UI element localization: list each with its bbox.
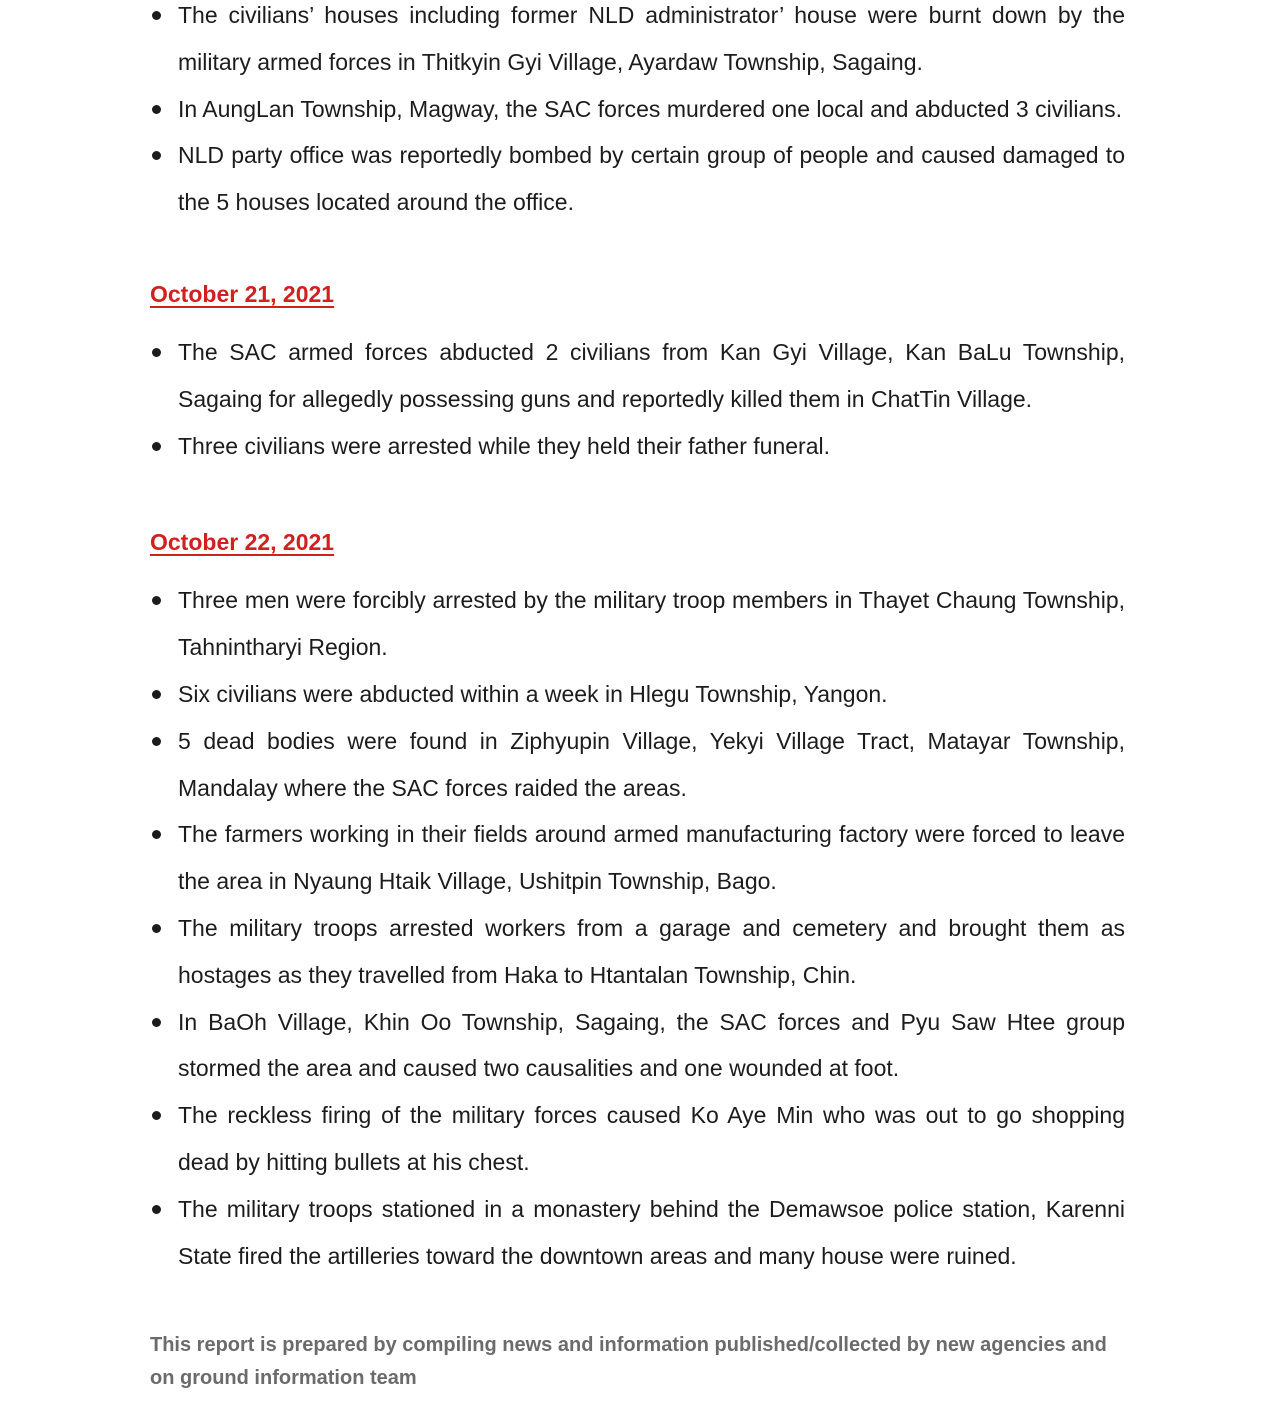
bullet-icon: [152, 596, 161, 605]
bullet-icon: [152, 442, 161, 451]
event-text: The farmers working in their fields around armed manufacturing factory were forced to leave the area in Nyaung Htaik Village, Ushitpin Township, Bago.: [178, 821, 1125, 895]
list-item: [150, 1092, 1125, 1186]
bullet-icon: [152, 1205, 161, 1214]
bullet-icon: [152, 737, 161, 746]
report-source-note: This report is prepared by compiling news and information published/collected by new agencies and on ground information team: [150, 1334, 1107, 1390]
event-list-oct22: [150, 577, 1125, 1279]
list-item: [150, 905, 1125, 999]
event-text: In BaOh Village, Khin Oo Township, Sagaing, the SAC forces and Pyu Saw Htee group stormed the area and caused two causalities and one wounded at foot.: [178, 1008, 1125, 1082]
event-text: The military troops stationed in a monastery behind the Demawsoe police station, Karenni State fired the artilleries toward the downtown areas and many house were ruined.: [178, 1195, 1125, 1269]
event-list-oct21: [150, 329, 1125, 469]
bullet-icon: [152, 348, 161, 357]
bullet-icon: [152, 11, 161, 20]
event-text: Three civilians were arrested while they held their father funeral.: [178, 432, 830, 459]
bullet-icon: [152, 1018, 161, 1027]
date-heading-oct21: October 21, 2021: [150, 280, 335, 307]
list-item: [150, 329, 1125, 423]
document-page: [150, 0, 1125, 1395]
bullet-icon: [152, 1111, 161, 1120]
event-text: Three men were forcibly arrested by the military troop members in Thayet Chaung Township, Tahnintharyi Region.: [178, 587, 1125, 661]
event-text: The SAC armed forces abducted 2 civilians from Kan Gyi Village, Kan BaLu Township, Sagaing for allegedly possessing guns and reportedly killed them in ChatTin Village.: [178, 338, 1125, 412]
list-item: [150, 718, 1125, 812]
event-text: In AungLan Township, Magway, the SAC forces murdered one local and abducted 3 civilians.: [178, 95, 1122, 122]
list-item: [150, 811, 1125, 905]
list-item: [150, 671, 1125, 718]
list-item: [150, 1186, 1125, 1280]
event-text: Six civilians were abducted within a week in Hlegu Township, Yangon.: [178, 680, 888, 707]
list-item: [150, 577, 1125, 671]
bullet-icon: [152, 690, 161, 699]
list-item: [150, 999, 1125, 1093]
event-text: 5 dead bodies were found in Ziphyupin Village, Yekyi Village Tract, Matayar Township, Mandalay where the SAC forces raided the areas.: [178, 727, 1125, 801]
event-text: The military troops arrested workers from a garage and cemetery and brought them as hostages as they travelled from Haka to Htantalan Township, Chin.: [178, 914, 1125, 988]
event-text: The reckless firing of the military forces caused Ko Aye Min who was out to go shopping dead by hitting bullets at his chest.: [178, 1102, 1125, 1175]
date-heading-oct22: October 22, 2021: [150, 529, 335, 556]
list-item: [150, 0, 1125, 86]
list-item: [150, 132, 1125, 226]
event-text: The civilians’ houses including former NLD administrator’ house were burnt down by the military armed forces in Thitkyin Gyi Village, Ayardaw Township, Sagaing.: [178, 2, 1125, 75]
bullet-icon: [152, 151, 161, 160]
list-item: [150, 423, 1125, 470]
bullet-icon: [152, 924, 161, 933]
bullet-icon: [152, 830, 161, 839]
bullet-icon: [152, 105, 161, 114]
event-list-top: [150, 0, 1125, 226]
event-text: NLD party office was reportedly bombed by certain group of people and caused damaged to the 5 houses located around the office.: [178, 142, 1125, 216]
list-item: [150, 86, 1125, 133]
